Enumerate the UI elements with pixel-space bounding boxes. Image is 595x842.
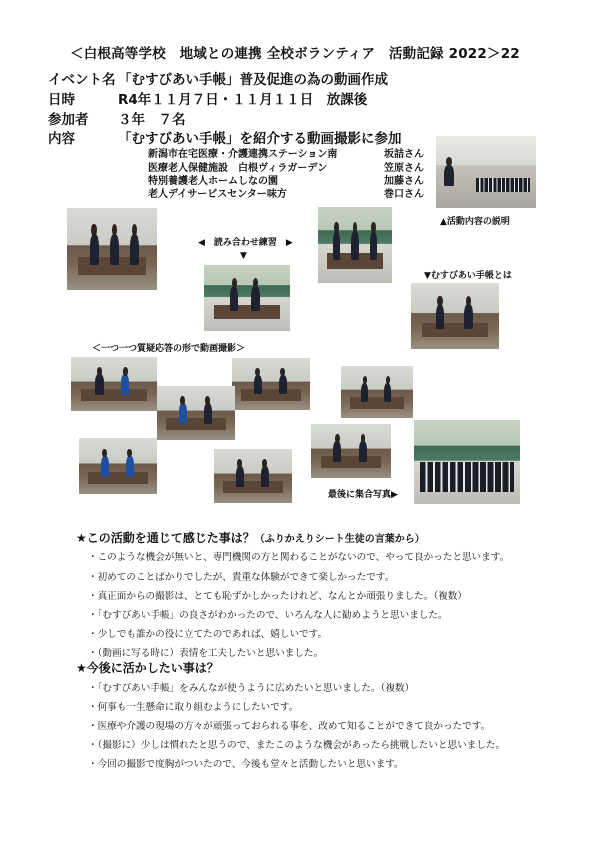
qa-photo-6 (79, 438, 157, 494)
future-item: ・何事も一生懸命に取り組むようにしたいです。 (88, 702, 299, 713)
event-value: 「むすびあい手帳」普及促進の為の動画作成 (118, 72, 388, 88)
reading-practice-photo-1 (67, 208, 157, 290)
content-label: 内容 (48, 131, 75, 147)
reflection-heading-text: ★この活動を通じて感じた事は？ (76, 531, 255, 545)
reflection-item: ・少しでも誰かの役に立てたのであれば、嬉しいです。 (88, 629, 328, 640)
qa-photo-4 (157, 386, 235, 440)
participants-label: 参加者 (48, 112, 89, 128)
group-photo-caption: 最後に集合写真▶ (328, 490, 398, 500)
qa-caption: ＜一つ一つ質疑応答の形で動画撮影＞ (92, 344, 246, 354)
org-person-3: 加藤さん (384, 176, 424, 187)
activity-caption: ▲活動内容の説明 (440, 217, 510, 227)
reading-arrow: ▼ (240, 251, 247, 261)
future-item: ・（撮影に）少しは慣れたと思うので、またこのような機会があったら挑戦したいと思いました。 (88, 740, 506, 751)
future-item: ・「むすびあい手帳」をみんなが使うように広めたいと思いました。（複数） (88, 683, 415, 694)
org-name-3: 特別養護老人ホームしなの園 (148, 176, 278, 187)
reflection-item: ・（動画に写る時に）表情を工夫したいと思いました。 (88, 648, 324, 659)
reflection-item: ・真正面からの撮影は、とても恥ずかしかったけれど、なんとか頑張りました。（複数） (88, 591, 467, 602)
about-notebook-photo (411, 283, 499, 349)
content-value: 「むすびあい手帳」を紹介する動画撮影に参加 (118, 131, 402, 147)
reflection-item: ・このような機会が無いと、専門機関の方と関わることがないので、やって良かったと思います。 (88, 552, 510, 563)
org-name-4: 老人デイサービスセンター味方 (148, 189, 287, 200)
reading-practice-photo-3 (204, 265, 290, 331)
future-heading: ★今後に活かしたい事は？ (76, 661, 219, 675)
participants-value: ３年 ７名 (118, 112, 186, 128)
qa-photo-1 (71, 357, 157, 411)
page-title: ＜白根高等学校 地域との連携 全校ボランティア 活動記録 2022＞22 (70, 46, 520, 62)
group-photo (414, 420, 520, 504)
reading-practice-photo-2 (318, 207, 392, 283)
activity-explanation-photo (436, 136, 536, 208)
reflection-heading-note: （ふりかえりシート生徒の言葉から） (254, 534, 425, 545)
qa-photo-5 (311, 424, 391, 478)
future-item: ・今回の撮影で度胸がついたので、今後も堂々と活動したいと思います。 (88, 759, 404, 770)
date-value: R4年１１月７日・１１月１１日 放課後 (118, 92, 368, 108)
org-name-1: 新潟市在宅医療・介護連携ステーション南 (148, 149, 338, 160)
org-person-4: 巻口さん (384, 189, 424, 200)
org-name-2: 医療老人保健施設 白根ヴィラガーデン (148, 163, 328, 174)
qa-photo-2 (232, 358, 310, 410)
org-person-1: 坂詰さん (384, 149, 424, 160)
qa-photo-7 (214, 449, 292, 503)
reflection-heading (76, 529, 425, 546)
qa-photo-3 (341, 366, 413, 418)
event-label: イベント名 (48, 72, 116, 88)
date-label: 日時 (48, 92, 75, 108)
future-item: ・医療や介護の現場の方々が頑張っておられる事を、改めて知ることができて良かったです。 (88, 721, 491, 732)
reflection-item: ・初めてのことばかりでしたが、貴重な体験ができて楽しかったです。 (88, 572, 395, 583)
org-person-2: 笠原さん (384, 163, 424, 174)
reading-caption: ◀ 読み合わせ練習 ▶ (198, 238, 293, 248)
reflection-item: ・「むすびあい手帳」の良さがわかったので、いろんな人に勧めようと思いました。 (88, 610, 448, 621)
about-caption: ▼むすびあい手帳とは (424, 271, 512, 281)
